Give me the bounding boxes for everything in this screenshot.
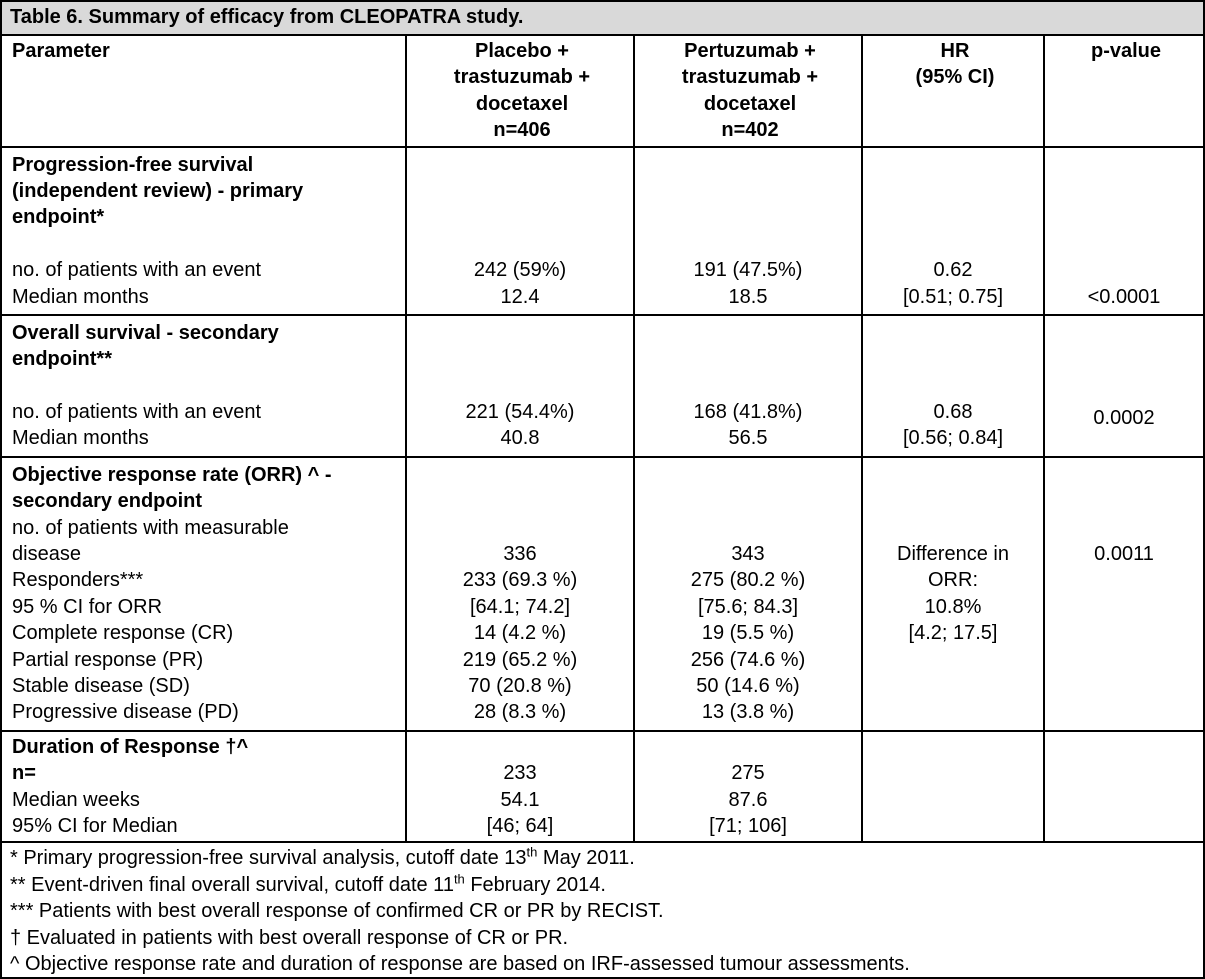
cell-value: 50 (14.6 %) <box>696 674 800 697</box>
cell-value: 19 (5.5 %) <box>701 622 795 645</box>
header-placebo-line: Placebo + <box>475 40 569 62</box>
cell-value: 54.1 <box>500 788 540 811</box>
dor-hr-empty <box>862 731 1044 843</box>
orr-heading-line: Objective response rate (ORR) ^ - <box>12 463 332 486</box>
header-hr-line: HR <box>940 40 970 62</box>
cell-value: 0.0011 <box>1094 543 1154 566</box>
header-pertuzumab-line: docetaxel <box>703 92 797 115</box>
pfs-heading-line: (independent review) - primary <box>12 179 304 202</box>
os-placebo <box>406 315 634 457</box>
header-pertuzumab-line: Pertuzumab + <box>684 40 816 62</box>
header-pertuzumab-line: trastuzumab + <box>681 66 819 89</box>
pfs-pvalue <box>1044 147 1204 315</box>
cell-value: 336 <box>503 543 537 566</box>
row-label: Median weeks <box>12 788 140 811</box>
cell-value: ORR: <box>928 569 978 592</box>
os-pvalue <box>1044 315 1204 457</box>
spacer <box>12 373 399 399</box>
row-label: n= <box>12 762 36 785</box>
cell-value: 10.8% <box>924 595 982 618</box>
footnote-text: * Primary progression-free survival analysis, cutoff date 13 <box>10 847 527 870</box>
cell-value: [4.2; 17.5] <box>908 622 998 645</box>
header-row <box>1 35 1204 147</box>
row-label: Median months <box>12 285 149 308</box>
os-section <box>1 315 1204 457</box>
cell-value: [64.1; 74.2] <box>469 595 571 618</box>
cell-value: 0.68 <box>933 401 973 424</box>
orr-labels <box>1 457 406 731</box>
footnotes-row <box>1 842 1204 978</box>
spacer <box>12 231 399 257</box>
cell-value: 70 (20.8 %) <box>468 674 572 697</box>
footnote-text: ** Event-driven final overall survival, cutoff date 11 <box>10 873 454 896</box>
row-label: Progressive disease (PD) <box>12 701 239 724</box>
cell-value: 221 (54.4%) <box>465 401 575 424</box>
row-label: Stable disease (SD) <box>12 674 190 697</box>
cell-value: 168 (41.8%) <box>693 401 803 424</box>
footnote-sup: th <box>453 871 465 887</box>
row-label: disease <box>12 543 81 566</box>
header-hr-line: (95% CI) <box>915 66 995 89</box>
cell-value: 28 (8.3 %) <box>473 701 567 724</box>
dor-placebo <box>406 731 634 843</box>
footnotes <box>1 842 1204 978</box>
row-label: no. of patients with an event <box>12 259 262 282</box>
footnote-5: ^ Objective response rate and duration of response are based on IRF-assessed tumour assessments. <box>10 952 910 975</box>
orr-placebo <box>406 457 634 731</box>
orr-difference <box>862 457 1044 731</box>
cell-value: 233 <box>503 762 537 785</box>
row-label: Median months <box>12 427 149 450</box>
cell-value: 343 <box>731 543 765 566</box>
os-heading-line: Overall survival - secondary <box>12 321 279 344</box>
footnote-text: February 2014. <box>464 873 606 896</box>
dor-labels <box>1 731 406 843</box>
header-placebo-line: trastuzumab + <box>453 66 591 89</box>
pfs-section <box>1 147 1204 315</box>
cell-value: 87.6 <box>728 788 768 811</box>
pfs-labels <box>1 147 406 315</box>
cell-value: [0.51; 0.75] <box>902 285 1004 308</box>
row-label: no. of patients with an event <box>12 401 262 424</box>
footnote-sup: th <box>526 844 538 860</box>
os-pertuzumab <box>634 315 862 457</box>
dor-section <box>1 731 1204 843</box>
row-label: Partial response (PR) <box>12 648 204 671</box>
header-pvalue <box>1044 35 1204 147</box>
cell-value: 191 (47.5%) <box>693 259 803 282</box>
header-parameter-label: Parameter <box>12 40 110 62</box>
cell-value: 233 (69.3 %) <box>462 569 578 592</box>
row-label: Responders*** <box>12 569 144 592</box>
cell-value: 12.4 <box>500 285 540 308</box>
footnote-1 <box>10 845 1195 871</box>
cell-value: 275 (80.2 %) <box>690 569 806 592</box>
footnote-text: May 2011. <box>537 847 635 870</box>
cell-value: [46; 64] <box>486 814 554 837</box>
cell-value: 14 (4.2 %) <box>473 622 567 645</box>
pfs-pertuzumab <box>634 147 862 315</box>
cell-value: 0.62 <box>933 259 973 282</box>
row-label: 95 % CI for ORR <box>12 595 163 618</box>
header-pertuzumab <box>634 35 862 147</box>
row-label: Complete response (CR) <box>12 622 234 645</box>
os-hr <box>862 315 1044 457</box>
cell-value: Difference in <box>897 543 1009 566</box>
table-title: Table 6. Summary of efficacy from CLEOPATRA study. <box>1 1 1204 35</box>
orr-pvalue <box>1044 457 1204 731</box>
cell-value: [71; 106] <box>709 814 787 837</box>
pfs-placebo <box>406 147 634 315</box>
row-label: no. of patients with measurable <box>12 516 289 539</box>
header-placebo-line: docetaxel <box>475 92 569 115</box>
cell-value: 275 <box>731 762 765 785</box>
cell-value: 219 (65.2 %) <box>462 648 578 671</box>
dor-heading: Duration of Response †^ <box>12 735 249 758</box>
pfs-heading-line: Progression-free survival <box>12 153 254 176</box>
os-labels <box>1 315 406 457</box>
table-title-row <box>1 1 1204 35</box>
footnote-2 <box>10 872 1195 898</box>
header-pertuzumab-line: n=402 <box>721 119 779 142</box>
orr-section <box>1 457 1204 731</box>
row-label: 95% CI for Median <box>12 814 178 837</box>
header-hr <box>862 35 1044 147</box>
pfs-heading-line: endpoint* <box>12 206 105 229</box>
header-parameter <box>1 35 406 147</box>
header-placebo-line: n=406 <box>493 119 551 142</box>
header-placebo <box>406 35 634 147</box>
footnote-4: † Evaluated in patients with best overall response of CR or PR. <box>10 926 569 949</box>
cell-value: [75.6; 84.3] <box>697 595 799 618</box>
cell-value: [0.56; 0.84] <box>902 427 1004 450</box>
cell-value: 0.0002 <box>1093 407 1155 430</box>
dor-pvalue-empty <box>1044 731 1204 843</box>
dor-pertuzumab <box>634 731 862 843</box>
orr-heading-line: secondary endpoint <box>12 490 203 513</box>
header-pvalue-label: p-value <box>1091 40 1162 62</box>
cell-value: 242 (59%) <box>473 259 567 282</box>
cell-value: 18.5 <box>728 285 768 308</box>
orr-pertuzumab <box>634 457 862 731</box>
os-heading-line: endpoint** <box>12 348 112 371</box>
cell-value: 13 (3.8 %) <box>701 701 795 724</box>
cell-value: 40.8 <box>500 427 540 450</box>
pfs-hr <box>862 147 1044 315</box>
cell-value: 256 (74.6 %) <box>690 648 806 671</box>
footnote-3: *** Patients with best overall response of confirmed CR or PR by RECIST. <box>10 900 664 923</box>
cell-value: <0.0001 <box>1087 285 1161 308</box>
cell-value: 56.5 <box>728 427 768 450</box>
